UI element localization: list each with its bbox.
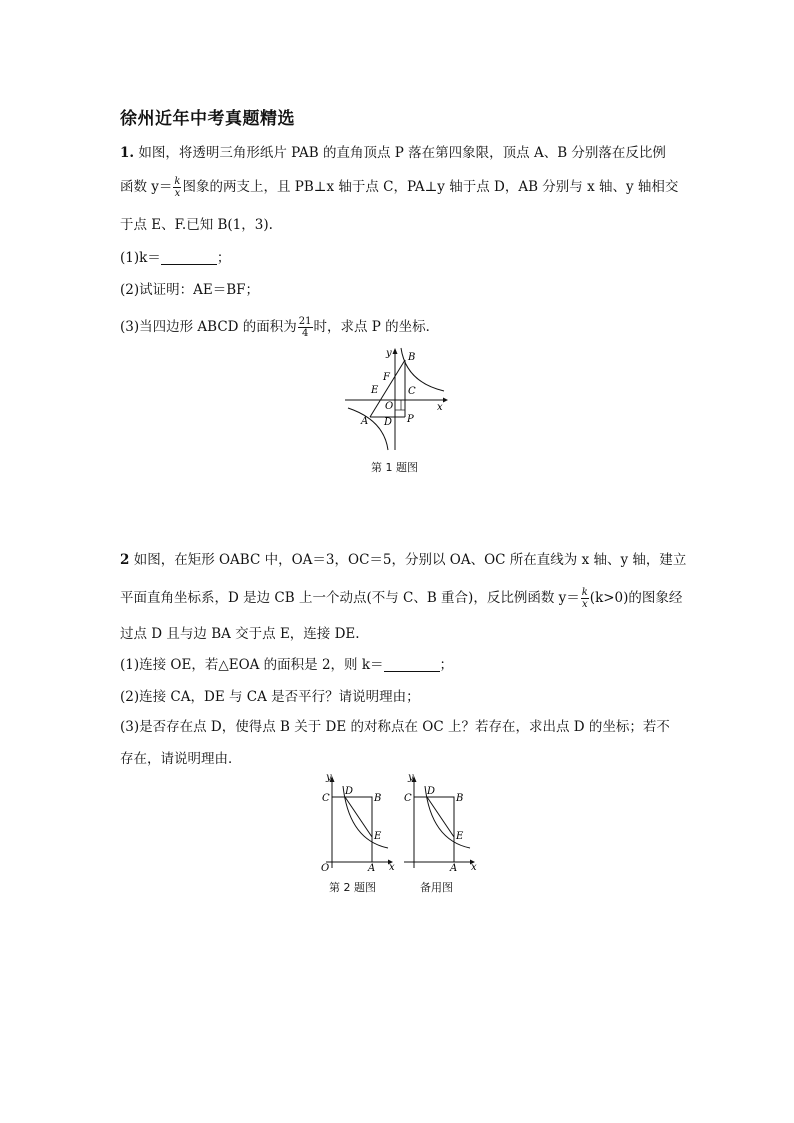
q2-caption: 第 2 题图 (329, 881, 376, 894)
q2-label-O: O (321, 863, 330, 872)
q2-spare-label-A: A (450, 863, 458, 872)
q1-label-A: A (361, 416, 369, 427)
q1-fraction-k-over-x: $\frac{k}{x}$ (174, 176, 181, 199)
q1-caption: 第 1 题图 (371, 461, 418, 474)
q2-part-1: (1)连接 OE，若△EOA 的面积是 2，则 k＝ ； (120, 657, 454, 673)
q1-line-1 (120, 144, 666, 162)
q1-text-1: 如图，将透明三角形纸片 PAB 的直角顶点 P 落在第四象限，顶点 A、B 分别落在反比例 (138, 145, 666, 161)
q1-label-D: D (384, 417, 393, 428)
q2-line-1 (120, 551, 686, 569)
q2-label-x: x (389, 862, 395, 872)
q2-spare-label-B: B (456, 793, 464, 804)
q2-label-B: B (374, 793, 382, 804)
q1-line-3: 于点 E、F.已知 B(1，3). (120, 217, 273, 233)
q2-spare-label-x: x (471, 862, 477, 872)
answer-blank (384, 657, 440, 672)
q1-label-E: E (371, 385, 379, 396)
q1-fraction-21-over-4: $\frac{21}{4}$ (298, 316, 312, 339)
answer-blank (161, 250, 217, 265)
q1-label-O: O (385, 401, 394, 412)
q2-part-3a: (3)是否存在点 D，使得点 B 关于 DE 的对称点在 OC 上？若存在，求出点 D 的坐标；若不 (120, 719, 670, 735)
q1-text-2b: 图象的两支上，且 PB⊥x 轴于点 C，PA⊥y 轴于点 D，AB 分别与 x 轴、y 轴相交 (182, 179, 679, 195)
q1-part-3: (3)当四边形 ABCD 的面积为 $\frac{21}{4}$ 时，求点 P 的坐标． (120, 316, 440, 339)
page-title: 徐州近年中考真题精选 (120, 109, 295, 129)
q2-label-A: A (368, 863, 376, 872)
q2-label-D: D (345, 786, 354, 797)
q1-part-1: (1)k＝ ； (120, 250, 231, 266)
q1-text-2a: 函数 y＝ (120, 179, 173, 195)
q2-label-C: C (322, 793, 330, 804)
q1-label-P: P (407, 414, 414, 425)
q2-spare-figure (398, 772, 478, 872)
q2-line-2: 平面直角坐标系，D 是边 CB 上一个动点(不与 C、B 重合)，反比例函数 y＝ $\frac{k}{x}$ (k>0)的图象经 (120, 587, 683, 610)
q2-spare-label-C: C (404, 793, 412, 804)
q2-line-3: 过点 D 且与边 BA 交于点 E，连接 DE. (120, 626, 360, 642)
q2-spare-caption: 备用图 (420, 881, 453, 894)
q2-text-1: 如图，在矩形 OABC 中，OA＝3，OC＝5，分别以 OA、OC 所在直线为 x 轴、y 轴，建立 (133, 552, 687, 568)
q2-spare-label-E: E (456, 831, 464, 842)
q2-part-3b: 存在，请说明理由． (120, 751, 242, 767)
q2-fraction-k-over-x: $\frac{k}{x}$ (581, 587, 588, 610)
q2-spare-label-y: y (408, 772, 414, 783)
q1-number: 1. (120, 145, 135, 161)
q2-label-y: y (326, 772, 332, 783)
q2-part-2: (2)连接 CA，DE 与 CA 是否平行？请说明理由； (120, 689, 420, 705)
q1-label-F: F (383, 372, 390, 383)
q1-figure (340, 342, 455, 452)
q1-label-B: B (408, 352, 416, 363)
q1-label-x: x (437, 402, 443, 413)
q2-figure (316, 772, 396, 872)
q2-number: 2 (120, 552, 130, 568)
q2-label-E: E (374, 831, 382, 842)
q1-label-y: y (386, 348, 392, 359)
q2-spare-label-D: D (427, 786, 436, 797)
q1-label-C: C (408, 386, 416, 397)
q1-line-2 (120, 176, 678, 199)
q1-part-2: (2)试证明：AE＝BF； (120, 282, 260, 298)
